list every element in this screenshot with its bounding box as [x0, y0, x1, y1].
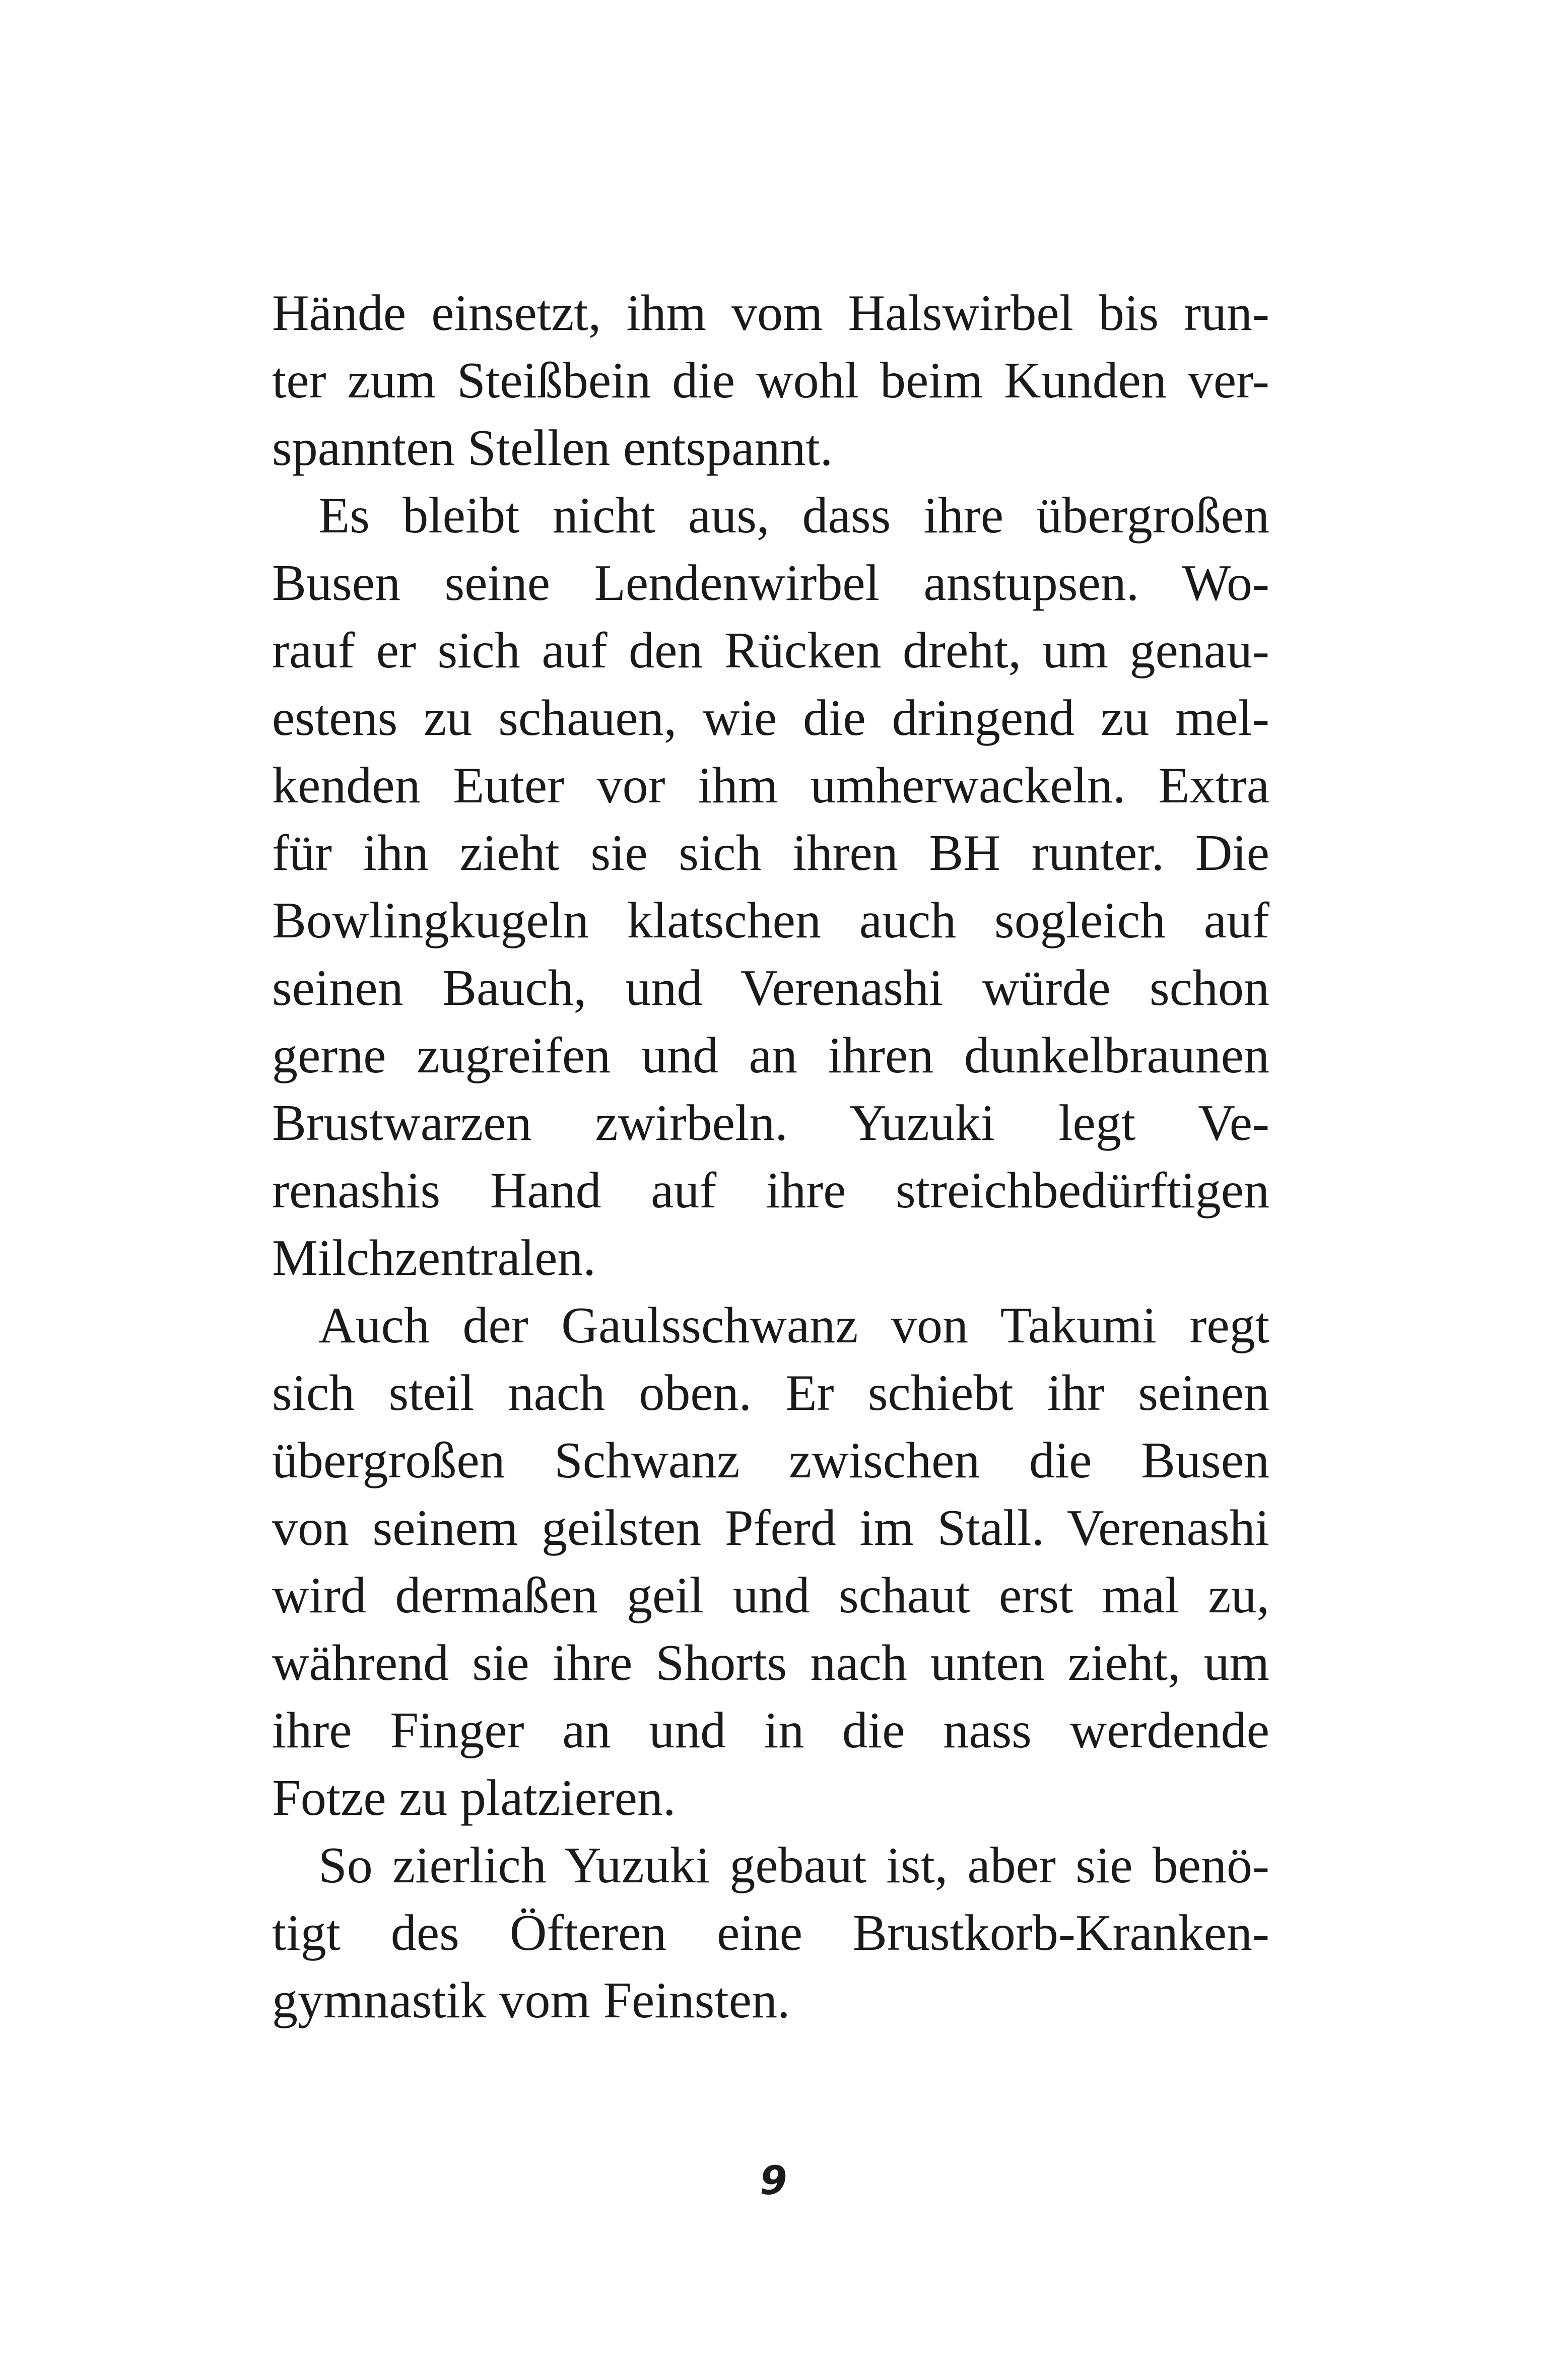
text-line: gerne zugreifen und an ihren dunkelbraunen: [272, 1027, 1269, 1084]
text-line: Bowlingkugeln klatschen auch sogleich auf: [272, 892, 1269, 949]
paragraph: [272, 482, 1269, 1292]
paragraph: [272, 1832, 1269, 2034]
text-line: wird dermaßen geil und schaut erst mal zu,: [272, 1567, 1269, 1624]
paragraph: [272, 280, 1269, 482]
text-line: seinen Bauch, und Verenashi würde schon: [272, 960, 1269, 1016]
text-line: renashis Hand auf ihre streichbedürftigen: [272, 1162, 1269, 1219]
text-line: kenden Euter vor ihm umherwackeln. Extra: [272, 757, 1269, 814]
text-line: Hände einsetzt, ihm vom Halswirbel bis run-: [272, 285, 1269, 342]
text-line: estens zu schauen, wie die dringend zu mel-: [272, 690, 1269, 746]
text-line: spannten Stellen entspannt.: [272, 420, 833, 477]
body-text: [272, 280, 1269, 2034]
text-line: ihre Finger an und in die nass werdende: [272, 1702, 1269, 1759]
text-line: gymnastik vom Feinsten.: [272, 1972, 790, 2029]
text-line: von seinem geilsten Pferd im Stall. Verenashi: [272, 1500, 1269, 1556]
text-line: ter zum Steißbein die wohl beim Kunden ver-: [272, 352, 1269, 409]
text-line: rauf er sich auf den Rücken dreht, um genau-: [272, 622, 1269, 679]
text-line: für ihn zieht sie sich ihren BH runter. Die: [272, 825, 1269, 881]
text-line: tigt des Öfteren eine Brustkorb-Kranken-: [272, 1905, 1269, 1961]
text-line: sich steil nach oben. Er schiebt ihr seinen: [272, 1365, 1269, 1421]
page-number: 9: [760, 2158, 787, 2204]
text-line: während sie ihre Shorts nach unten zieht, um: [272, 1635, 1269, 1691]
text-line: Es bleibt nicht aus, dass ihre übergroßen: [318, 487, 1269, 544]
text-line: Busen seine Lendenwirbel anstupsen. Wo-: [272, 555, 1269, 611]
text-line: Fotze zu platzieren.: [272, 1770, 676, 1826]
text-line: Brustwarzen zwirbeln. Yuzuki legt Ve-: [272, 1095, 1269, 1151]
text-line: übergroßen Schwanz zwischen die Busen: [272, 1432, 1269, 1489]
text-line: Milchzentralen.: [272, 1230, 596, 1286]
text-line: So zierlich Yuzuki gebaut ist, aber sie benö-: [318, 1837, 1269, 1894]
paragraph: [272, 1292, 1269, 1832]
text-line: Auch der Gaulsschwanz von Takumi regt: [318, 1297, 1269, 1354]
